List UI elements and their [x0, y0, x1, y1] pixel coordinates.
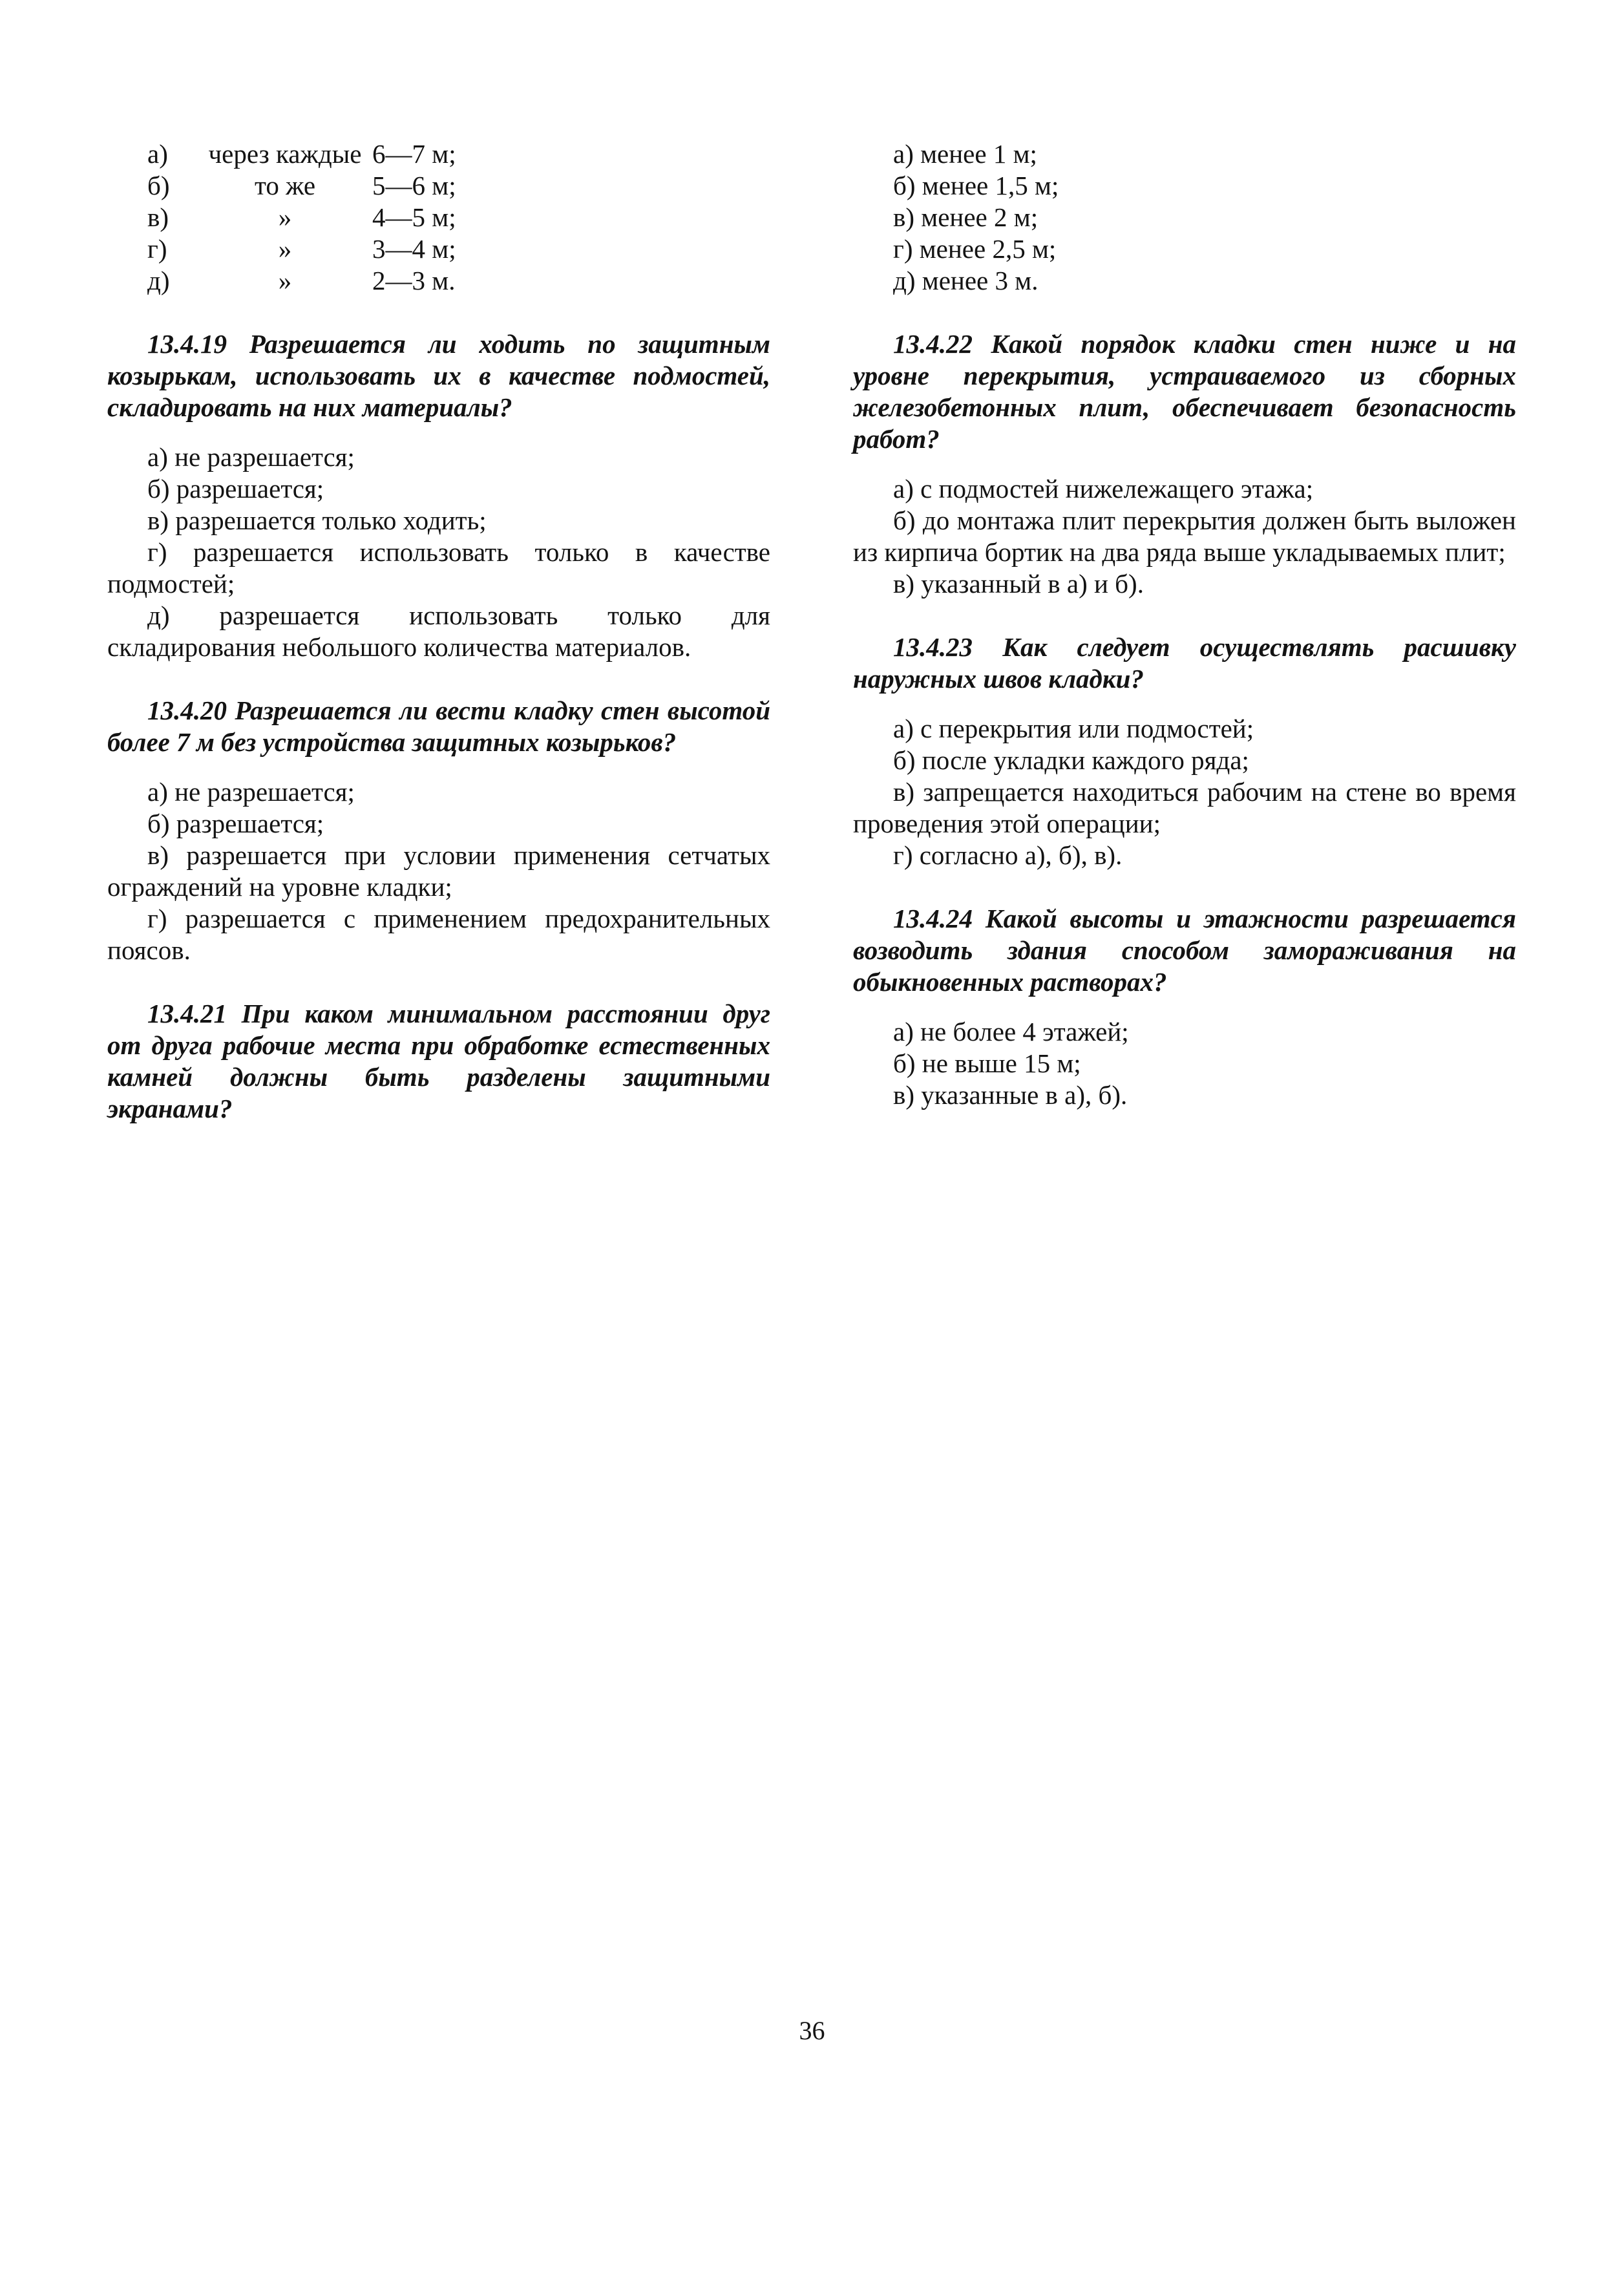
question-13-4-21: 13.4.21 При каком минимальном расстоянии друг от друга рабочие места при обработке естественных камней должны быть разделены защитными экранами? — [107, 999, 770, 1123]
option-text: то же — [254, 171, 316, 200]
answer-option: в) разрешается только ходить; — [147, 505, 487, 535]
answer-option: а) не разрешается; — [147, 442, 355, 472]
answer-option: в) запрещается находиться рабочим на стене во время проведения этой операции; — [853, 777, 1516, 838]
options-13-4-22 — [853, 473, 1516, 600]
option-text: » — [278, 234, 292, 264]
question-13-4-24: 13.4.24 Какой высоты и этажности разрешается возводить здания способом замораживания на обыкновенных растворах? — [853, 904, 1516, 997]
answer-option: б) разрешается; — [147, 474, 324, 504]
list-item — [107, 202, 770, 233]
answer-option: г) менее 2,5 м; — [893, 234, 1057, 264]
two-column-layout — [107, 138, 1516, 1143]
answer-option: б) менее 1,5 м; — [893, 171, 1059, 200]
answer-list-continued — [107, 138, 770, 297]
list-item — [107, 265, 770, 297]
options-13-4-20 — [107, 776, 770, 966]
option-value: 5—6 м; — [372, 171, 456, 200]
page-number: 36 — [799, 2016, 825, 2045]
option-letter: а) — [147, 139, 168, 169]
answer-option: г) разрешается с применением предохранительных поясов. — [107, 904, 770, 965]
option-text: через каждые — [208, 139, 362, 169]
answer-option: а) с подмостей нижележащего этажа; — [893, 474, 1314, 504]
right-column — [853, 138, 1516, 1143]
question-13-4-23: 13.4.23 Как следует осуществлять расшивку наружных швов кладки? — [853, 632, 1516, 694]
list-item — [107, 170, 770, 202]
option-value: 3—4 м; — [372, 234, 456, 264]
answer-option: а) не более 4 этажей; — [893, 1017, 1129, 1046]
answer-option: г) разрешается использовать только в качестве подмостей; — [107, 537, 770, 599]
options-13-4-19 — [107, 441, 770, 663]
answer-option: б) разрешается; — [147, 809, 324, 838]
answer-option: в) указанный в а) и б). — [893, 569, 1144, 599]
answer-option: в) менее 2 м; — [893, 202, 1039, 232]
list-item — [107, 233, 770, 265]
options-13-4-24 — [853, 1016, 1516, 1111]
answer-option: б) до монтажа плит перекрытия должен быть выложен из кирпича бортик на два ряда выше укладываемых плит; — [853, 505, 1516, 567]
answer-option: в) разрешается при условии применения сетчатых ограждений на уровне кладки; — [107, 840, 770, 902]
option-letter: в) — [147, 202, 169, 232]
answer-option: д) разрешается использовать только для складирования небольшого количества материалов. — [107, 600, 770, 662]
option-value: 4—5 м; — [372, 202, 456, 232]
answer-option: в) указанные в а), б). — [893, 1080, 1128, 1110]
question-13-4-19: 13.4.19 Разрешается ли ходить по защитным козырькам, использовать их в качестве подмостей, складировать на них материалы? — [107, 329, 770, 422]
option-letter: г) — [147, 234, 167, 264]
option-text: » — [278, 202, 292, 232]
answer-option: г) согласно а), б), в). — [893, 840, 1123, 870]
answer-list-continued — [853, 138, 1516, 297]
answer-option: д) менее 3 м. — [893, 266, 1039, 295]
list-item — [107, 138, 770, 170]
question-13-4-22: 13.4.22 Какой порядок кладки стен ниже и на уровне перекрытия, устраиваемого из сборных железобетонных плит, обеспечивает безопасность работ? — [853, 329, 1516, 454]
answer-option: б) не выше 15 м; — [893, 1048, 1081, 1078]
option-letter: б) — [147, 171, 170, 200]
answer-option: а) не разрешается; — [147, 777, 355, 807]
option-value: 2—3 м. — [372, 266, 456, 295]
option-letter: д) — [147, 266, 170, 295]
answer-option: а) с перекрытия или подмостей; — [893, 714, 1254, 743]
question-13-4-20: 13.4.20 Разрешается ли вести кладку стен высотой более 7 м без устройства защитных козырьков? — [107, 695, 770, 757]
answer-option: б) после укладки каждого ряда; — [893, 745, 1249, 775]
option-value: 6—7 м; — [372, 139, 456, 169]
left-column — [107, 138, 770, 1143]
option-text: » — [278, 266, 292, 295]
answer-option: а) менее 1 м; — [893, 139, 1037, 169]
options-13-4-23 — [853, 713, 1516, 871]
